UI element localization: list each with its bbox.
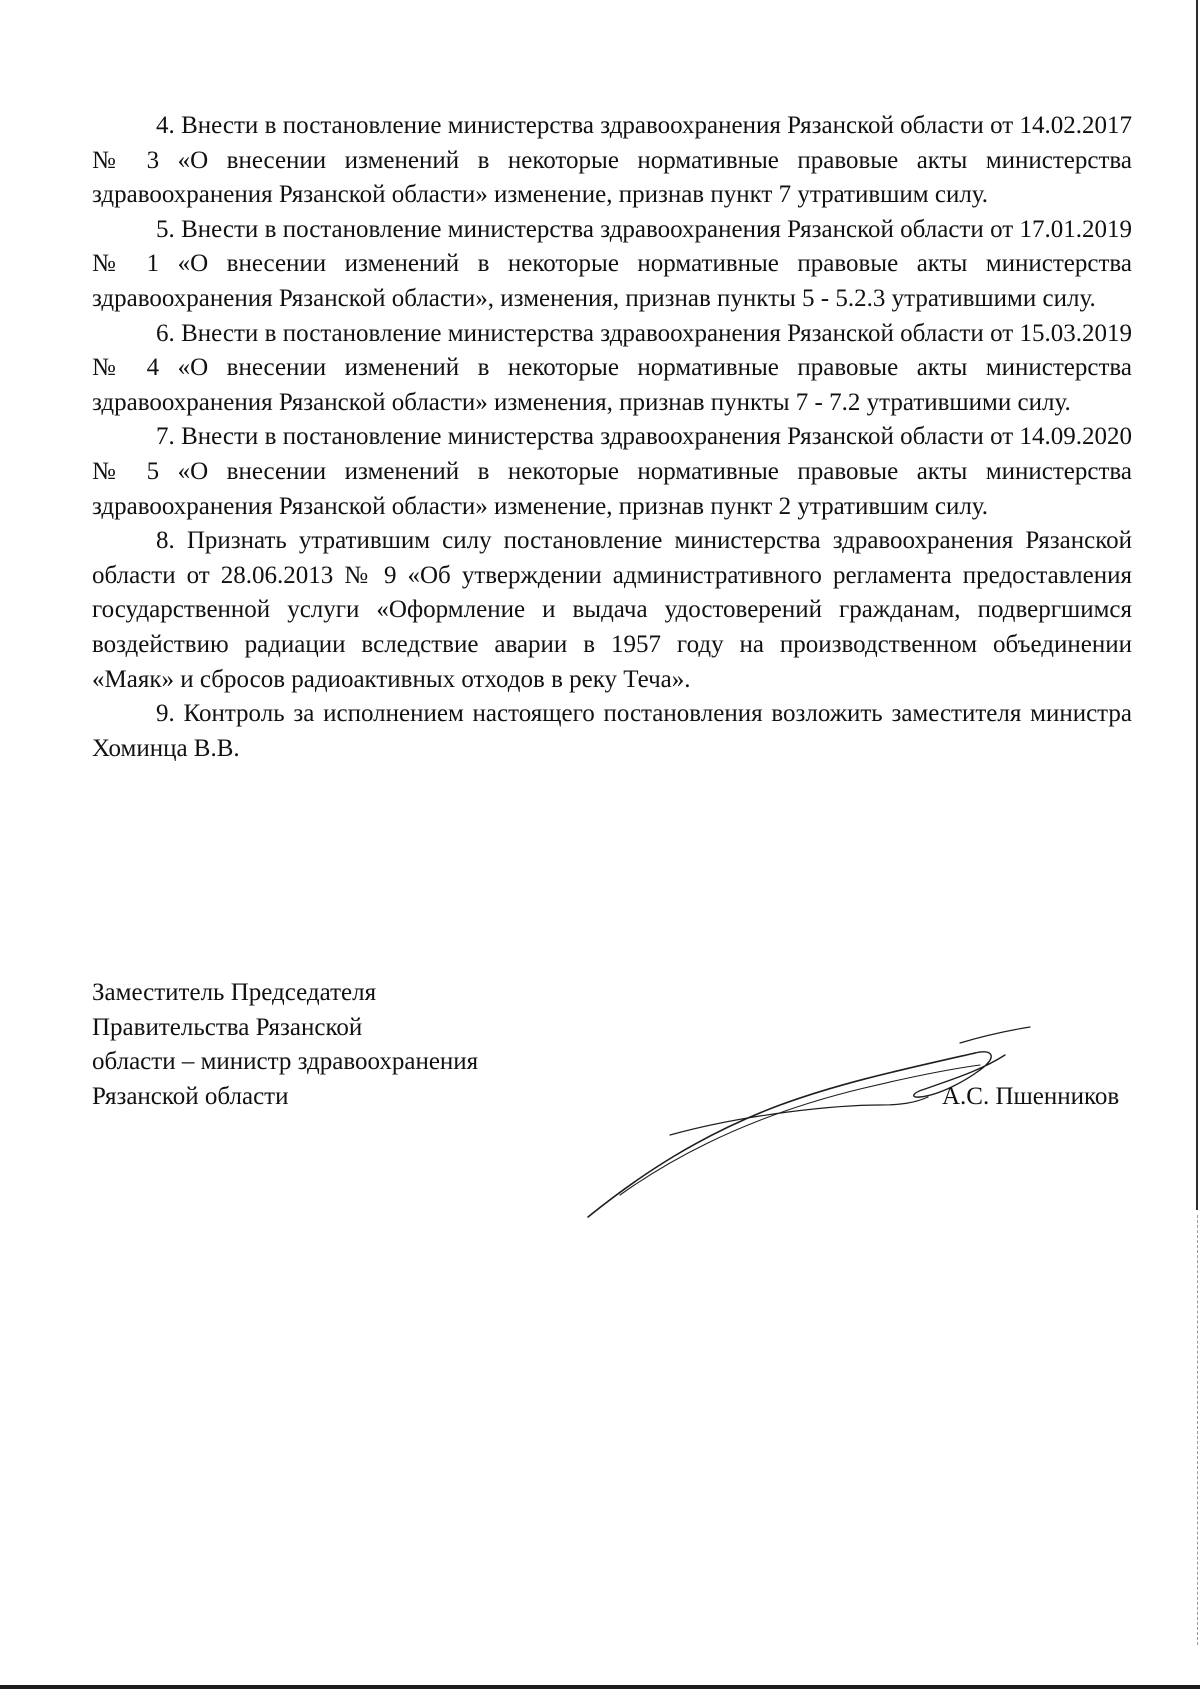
signer-name: А.С. Пшенников [942,1083,1120,1110]
paragraph-4: 4. Внести в постановление министерства здравоохранения Рязанской области от 14.02.2017 № 3 «О внесении изменений в некоторые нормативные правовые акты министерства здравоохранения Рязанской области» изменение, признав пункт 7 утратившим силу. [92,112,1132,209]
scan-edge-right-dotted [1197,1215,1198,1645]
signer-title-line-4: Рязанской области [92,1082,289,1110]
signer-title-line-3: области – министр здравоохранения [92,1048,479,1076]
scan-edge-bottom [0,1685,1200,1689]
signer-title-line-2: Правительства Рязанской [92,1013,363,1041]
signer-title-line-1: Заместитель Председателя [92,979,377,1006]
paragraph-5: 5. Внести в постановление министерства здравоохранения Рязанской области от 17.01.2019 № 1 «О внесении изменений в некоторые нормативные правовые акты министерства здравоохранения Рязанской области», изменения, признав пункты 5 - 5.2.3 утратившими силу. [92,215,1132,312]
handwritten-signature-icon [580,1025,1040,1225]
document-body [92,109,1132,766]
paragraph-9: 9. Контроль за исполнением настоящего постановления возложить заместителя министра Хоминца В.В. [92,700,1132,762]
signer-title [92,976,478,1114]
paragraph-7: 7. Внести в постановление министерства здравоохранения Рязанской области от 14.09.2020 № 5 «О внесении изменений в некоторые нормативные правовые акты министерства здравоохранения Рязанской области» изменение, признав пункт 2 утратившим силу. [92,423,1132,520]
paragraph-8: 8. Признать утратившим силу постановление министерства здравоохранения Рязанской области от 28.06.2013 № 9 «Об утверждении административного регламента предоставления государственной услуги «Оформление и выдача удостоверений гражданам, подвергшимся воздействию радиации вследствие аварии в 1957 году на производственном объединении «Маяк» и сбросов радиоактивных отходов в реку Теча». [92,527,1132,693]
paragraph-6: 6. Внести в постановление министерства здравоохранения Рязанской области от 15.03.2019 № 4 «О внесении изменений в некоторые нормативные правовые акты министерства здравоохранения Рязанской области» изменения, признав пункты 7 - 7.2 утратившими силу. [92,319,1132,416]
scan-edge-right [1196,0,1198,1210]
